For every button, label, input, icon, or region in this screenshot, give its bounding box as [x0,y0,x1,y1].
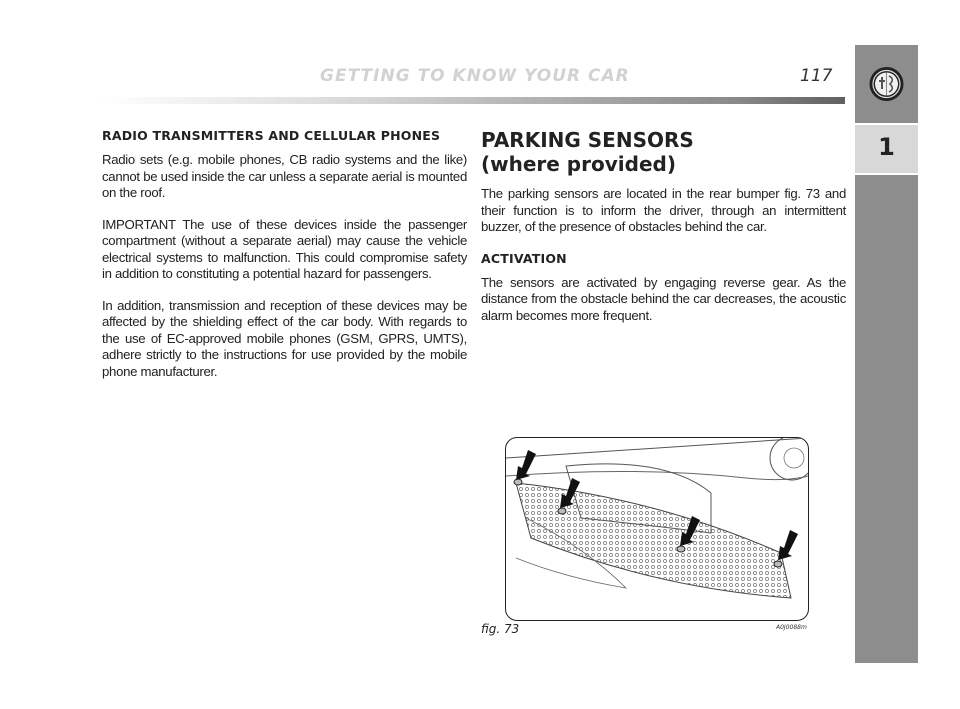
chapter-box[interactable] [855,125,918,173]
right-column [481,128,846,339]
logo-box [855,45,918,123]
paragraph: Radio sets (e.g. mobile phones, CB radio systems and the like) cannot be used inside the car unless a separate aerial is mounted on the roof. [102,152,467,200]
paragraph: IMPORTANT The use of these devices inside the passenger compartment (without a separate aerial) may cause the vehicle electrical systems to malfunction. This could compromise safety in addition to constituting a potential hazard for passengers. [102,216,467,281]
rear-bumper-illustration [506,438,808,620]
page-number: 117 [800,66,833,86]
activation-heading: ACTIVATION [481,250,567,266]
paragraph: The sensors are activated by engaging reverse gear. As the distance from the obstacle behind the car decreases, the acoustic alarm becomes more frequent. [481,274,846,323]
parking-sensors-title [481,128,846,176]
paragraph: The parking sensors are located in the rear bumper fig. 73 and their function is to inform the driver, through an intermittent buzzer, of the presence of obstacles behind the car. [481,186,846,234]
figure-code: A0J0088m [776,624,807,631]
chapter-tab [855,45,918,663]
header-rule [100,97,845,104]
title-line: (where provided) [481,152,676,176]
figure-label: fig. 73 [481,622,520,636]
tab-divider [855,173,918,175]
radio-section-heading: RADIO TRANSMITTERS AND CELLULAR PHONES [102,128,441,143]
title-line: PARKING SENSORS [481,128,694,152]
left-column [102,128,467,395]
paragraph: In addition, transmission and reception of these devices may be affected by the shielding effect of the car body. With regards to the use of EC-approved mobile phones (GSM, GPRS, UMTS), adhere strictly to the instructions for use provided by the mobile phone manufacturer. [102,297,467,379]
parking-sensors-figure [505,437,809,621]
chapter-number: 1 [878,133,895,161]
section-title: GETTING TO KNOW YOUR CAR [320,66,630,86]
alfa-romeo-badge-icon [855,45,918,123]
